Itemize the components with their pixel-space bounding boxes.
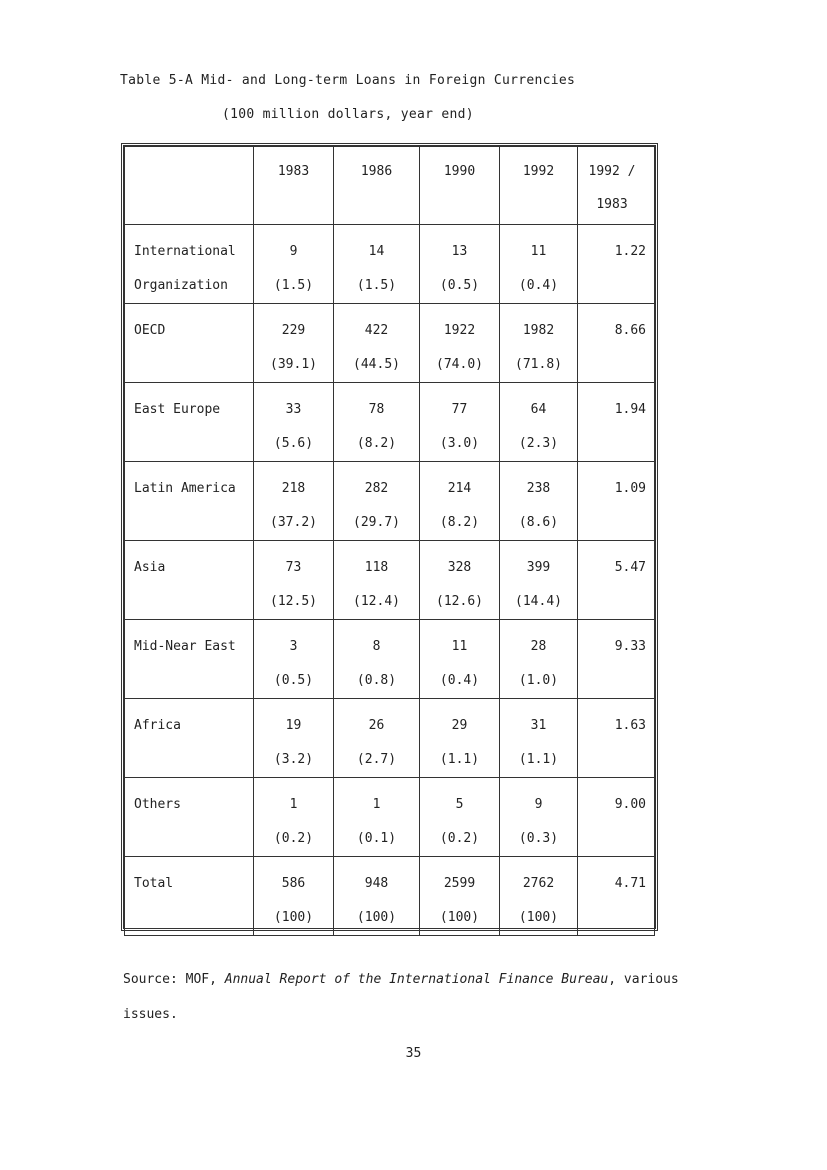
value-cell bbox=[334, 699, 420, 778]
row-label-cell bbox=[125, 778, 254, 857]
value-cell bbox=[500, 462, 578, 541]
source-suffix: , various issues. bbox=[123, 972, 679, 1022]
ratio-cell bbox=[578, 857, 655, 936]
header-1986: 1986 bbox=[334, 147, 420, 225]
loan-amount: 26 bbox=[368, 718, 385, 733]
row-label-cell bbox=[125, 304, 254, 383]
row-label: Asia bbox=[134, 560, 166, 575]
value-cell bbox=[420, 462, 500, 541]
loan-amount: 5 bbox=[455, 797, 464, 812]
header-ratio-line-1: 1992 / bbox=[588, 164, 636, 179]
value-cell bbox=[420, 699, 500, 778]
share-percent: (0.5) bbox=[439, 278, 480, 293]
value-cell bbox=[254, 225, 334, 304]
loan-amount: 948 bbox=[364, 876, 389, 891]
share-percent: (0.4) bbox=[518, 278, 559, 293]
growth-ratio: 1.94 bbox=[614, 402, 646, 417]
share-percent: (0.1) bbox=[356, 831, 397, 846]
ratio-cell bbox=[578, 304, 655, 383]
table-row bbox=[125, 541, 655, 620]
value-cell bbox=[254, 857, 334, 936]
growth-ratio: 5.47 bbox=[614, 560, 646, 575]
loan-amount: 33 bbox=[285, 402, 302, 417]
share-percent: (0.2) bbox=[273, 831, 314, 846]
loans-table bbox=[121, 143, 658, 931]
loan-amount: 9 bbox=[289, 244, 298, 259]
loan-amount: 1922 bbox=[443, 323, 476, 338]
share-percent: (100) bbox=[439, 910, 480, 925]
value-cell bbox=[254, 541, 334, 620]
value-cell bbox=[254, 620, 334, 699]
share-percent: (71.8) bbox=[515, 357, 562, 372]
loan-amount: 328 bbox=[447, 560, 472, 575]
loan-amount: 13 bbox=[451, 244, 468, 259]
table-row bbox=[125, 304, 655, 383]
share-percent: (1.0) bbox=[518, 673, 559, 688]
share-percent: (5.6) bbox=[273, 436, 314, 451]
share-percent: (2.3) bbox=[518, 436, 559, 451]
row-label: Others bbox=[134, 797, 181, 812]
share-percent: (1.5) bbox=[356, 278, 397, 293]
row-label: East Europe bbox=[134, 402, 221, 417]
loan-amount: 118 bbox=[364, 560, 389, 575]
table-row bbox=[125, 857, 655, 936]
value-cell bbox=[334, 462, 420, 541]
share-percent: (12.5) bbox=[270, 594, 317, 609]
share-percent: (2.7) bbox=[356, 752, 397, 767]
share-percent: (44.5) bbox=[353, 357, 400, 372]
value-cell bbox=[420, 857, 500, 936]
share-percent: (100) bbox=[273, 910, 314, 925]
row-label-cell bbox=[125, 462, 254, 541]
growth-ratio: 8.66 bbox=[614, 323, 646, 338]
value-cell bbox=[420, 225, 500, 304]
loan-amount: 2599 bbox=[443, 876, 476, 891]
row-label-cell bbox=[125, 857, 254, 936]
growth-ratio: 4.71 bbox=[614, 876, 646, 891]
value-cell bbox=[334, 225, 420, 304]
loan-amount: 73 bbox=[285, 560, 302, 575]
share-percent: (14.4) bbox=[515, 594, 562, 609]
value-cell bbox=[420, 541, 500, 620]
value-cell bbox=[254, 778, 334, 857]
loan-amount: 11 bbox=[451, 639, 468, 654]
table-row bbox=[125, 383, 655, 462]
share-percent: (8.2) bbox=[356, 436, 397, 451]
share-percent: (0.5) bbox=[273, 673, 314, 688]
loan-amount: 218 bbox=[281, 481, 306, 496]
value-cell bbox=[420, 304, 500, 383]
loan-amount: 77 bbox=[451, 402, 468, 417]
row-label: Mid-Near East bbox=[134, 639, 236, 654]
share-percent: (0.2) bbox=[439, 831, 480, 846]
value-cell bbox=[420, 620, 500, 699]
ratio-cell bbox=[578, 541, 655, 620]
value-cell bbox=[334, 541, 420, 620]
row-label: Africa bbox=[134, 718, 181, 733]
loan-amount: 586 bbox=[281, 876, 306, 891]
share-percent: (1.5) bbox=[273, 278, 314, 293]
header-ratio bbox=[578, 147, 655, 225]
page-number: 35 bbox=[405, 1046, 422, 1061]
share-percent: (0.3) bbox=[518, 831, 559, 846]
loan-amount: 28 bbox=[530, 639, 547, 654]
table-row bbox=[125, 620, 655, 699]
growth-ratio: 9.00 bbox=[614, 797, 646, 812]
loan-amount: 1 bbox=[372, 797, 381, 812]
loan-amount: 9 bbox=[534, 797, 543, 812]
value-cell bbox=[254, 304, 334, 383]
value-cell bbox=[500, 383, 578, 462]
value-cell bbox=[254, 699, 334, 778]
loan-amount: 8 bbox=[372, 639, 381, 654]
value-cell bbox=[334, 778, 420, 857]
share-percent: (3.2) bbox=[273, 752, 314, 767]
value-cell bbox=[500, 304, 578, 383]
growth-ratio: 1.09 bbox=[614, 481, 646, 496]
ratio-cell bbox=[578, 225, 655, 304]
row-label-cell bbox=[125, 620, 254, 699]
table-title: Table 5-A Mid- and Long-term Loans in Foreign Currencies bbox=[120, 73, 576, 88]
header-1990: 1990 bbox=[420, 147, 500, 225]
share-percent: (100) bbox=[356, 910, 397, 925]
value-cell bbox=[500, 225, 578, 304]
loan-amount: 238 bbox=[526, 481, 551, 496]
share-percent: (100) bbox=[518, 910, 559, 925]
value-cell bbox=[254, 383, 334, 462]
table-subtitle: (100 million dollars, year end) bbox=[222, 107, 474, 122]
value-cell bbox=[334, 304, 420, 383]
value-cell bbox=[334, 620, 420, 699]
loan-amount: 422 bbox=[364, 323, 389, 338]
loan-amount: 64 bbox=[530, 402, 547, 417]
share-percent: (29.7) bbox=[353, 515, 400, 530]
loan-amount: 14 bbox=[368, 244, 385, 259]
ratio-cell bbox=[578, 462, 655, 541]
value-cell bbox=[420, 778, 500, 857]
growth-ratio: 1.22 bbox=[614, 244, 646, 259]
growth-ratio: 9.33 bbox=[614, 639, 646, 654]
value-cell bbox=[334, 857, 420, 936]
row-label: OECD bbox=[134, 323, 166, 338]
loan-amount: 282 bbox=[364, 481, 389, 496]
share-percent: (37.2) bbox=[270, 515, 317, 530]
loan-amount: 2762 bbox=[522, 876, 555, 891]
share-percent: (1.1) bbox=[439, 752, 480, 767]
row-label: Latin America bbox=[134, 481, 236, 496]
share-percent: (1.1) bbox=[518, 752, 559, 767]
loan-amount: 11 bbox=[530, 244, 547, 259]
share-percent: (12.6) bbox=[436, 594, 483, 609]
loan-amount: 78 bbox=[368, 402, 385, 417]
value-cell bbox=[420, 383, 500, 462]
loan-amount: 29 bbox=[451, 718, 468, 733]
table-row bbox=[125, 462, 655, 541]
value-cell bbox=[500, 620, 578, 699]
source-note bbox=[123, 962, 723, 1032]
header-corner-cell bbox=[125, 147, 254, 225]
loan-amount: 1 bbox=[289, 797, 298, 812]
ratio-cell bbox=[578, 699, 655, 778]
share-percent: (12.4) bbox=[353, 594, 400, 609]
loan-amount: 31 bbox=[530, 718, 547, 733]
table-row bbox=[125, 778, 655, 857]
source-publication: Annual Report of the International Finance Bureau bbox=[224, 972, 609, 987]
share-percent: (39.1) bbox=[270, 357, 317, 372]
share-percent: (3.0) bbox=[439, 436, 480, 451]
ratio-cell bbox=[578, 778, 655, 857]
growth-ratio: 1.63 bbox=[614, 718, 646, 733]
source-prefix: Source: MOF, bbox=[123, 972, 225, 987]
value-cell bbox=[500, 541, 578, 620]
row-label-cell bbox=[125, 699, 254, 778]
loan-amount: 19 bbox=[285, 718, 302, 733]
share-percent: (74.0) bbox=[436, 357, 483, 372]
row-label: Organization bbox=[134, 278, 228, 293]
loan-amount: 214 bbox=[447, 481, 472, 496]
header-ratio-line-2: 1983 bbox=[596, 197, 628, 212]
share-percent: (0.8) bbox=[356, 673, 397, 688]
value-cell bbox=[254, 462, 334, 541]
row-label-cell bbox=[125, 541, 254, 620]
value-cell bbox=[334, 383, 420, 462]
value-cell bbox=[500, 857, 578, 936]
loan-amount: 229 bbox=[281, 323, 306, 338]
share-percent: (0.4) bbox=[439, 673, 480, 688]
loan-amount: 399 bbox=[526, 560, 551, 575]
table-row bbox=[125, 699, 655, 778]
row-label: Total bbox=[134, 876, 174, 891]
value-cell bbox=[500, 778, 578, 857]
row-label-cell bbox=[125, 383, 254, 462]
table-header-row bbox=[125, 147, 655, 225]
header-1992: 1992 bbox=[500, 147, 578, 225]
loan-amount: 3 bbox=[289, 639, 298, 654]
row-label-cell bbox=[125, 225, 254, 304]
share-percent: (8.2) bbox=[439, 515, 480, 530]
value-cell bbox=[500, 699, 578, 778]
share-percent: (8.6) bbox=[518, 515, 559, 530]
row-label: International bbox=[134, 244, 236, 259]
ratio-cell bbox=[578, 383, 655, 462]
loan-amount: 1982 bbox=[522, 323, 555, 338]
ratio-cell bbox=[578, 620, 655, 699]
table-row bbox=[125, 225, 655, 304]
header-1983: 1983 bbox=[254, 147, 334, 225]
